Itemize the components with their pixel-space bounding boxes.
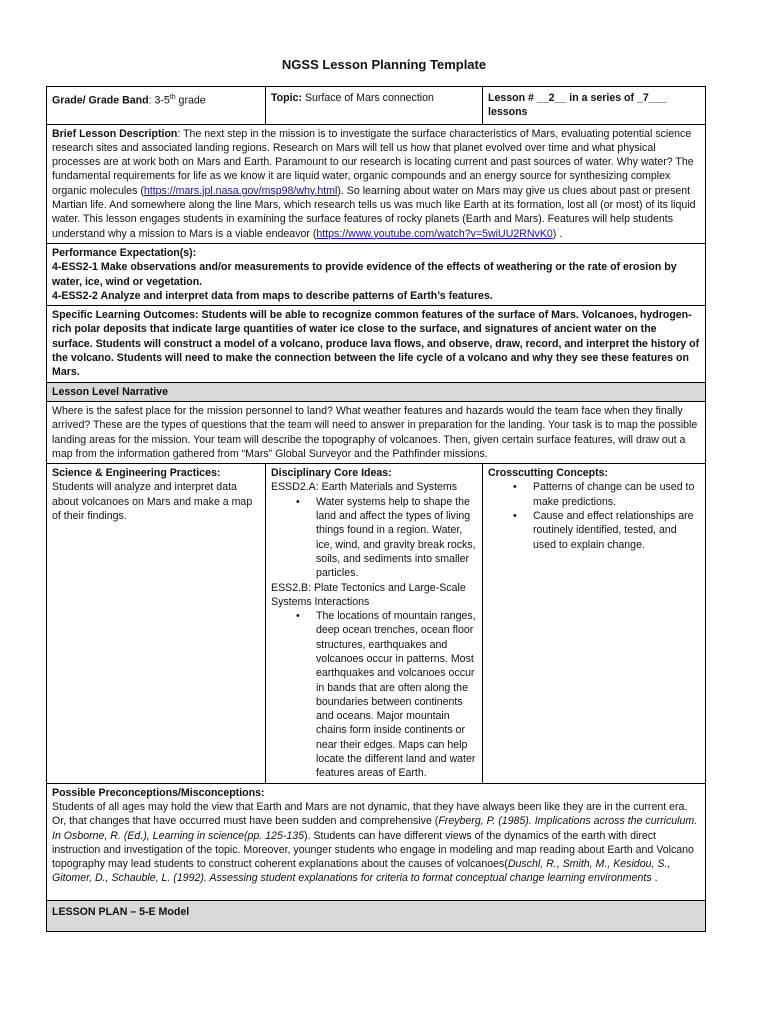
practices-label: Science & Engineering Practices: [52, 467, 221, 480]
brief-row [47, 124, 706, 243]
crosscutting-cell [483, 464, 706, 784]
practices-cell [47, 464, 266, 784]
core-ideas-heading-2: ESS2.B: Plate Tectonics and Large-Scale Systems Interactions [271, 581, 466, 608]
practices-text: Students will analyze and interpret data about volcanoes on Mars and make a map of their findings. [52, 481, 253, 523]
misconceptions-citation-2: Duschl, R., Smith, M., Kesidou, S., Gitomer, D., Schauble, L. (1992). Assessing student explanations for criteria to format conceptual change learning environments [52, 858, 671, 885]
page-title: NGSS Lesson Planning Template [281, 57, 487, 72]
core-ideas-list-1 [271, 495, 477, 581]
misconceptions-text-2: ). Students can have different views of the dynamics of the earth with direct instruction and investigation of the topic. Moreover, younger students who engage in modeling and map reading about Earth and Volcano topography may lead students to construct coherent explanations about the causes of volcanoes( [52, 829, 694, 871]
narrative-label-row [47, 382, 706, 401]
core-ideas-list-2 [271, 609, 477, 781]
grade-label: Grade/ Grade Band [52, 94, 149, 107]
lesson-prefix: Lesson # [488, 92, 537, 104]
core-ideas-cell [266, 464, 483, 784]
brief-text-1: : The next step in the mission is to investigate the surface characteristics of Mars, evaluating potential science research sites and associated landing regions. Research on Mars will tell us how that planet evolved over time and what physical processes are at work both on Mars and Earth. Paramount to our research is locating current and past sources of water. Why water? The fundamental requirements for life as we know it are liquid water, organic compounds and an energy source for synthesizing complex organic molecules ( [52, 127, 694, 197]
misconceptions-text-3: . [651, 872, 658, 885]
learning-outcomes-cell: Specific Learning Outcomes: Students will be able to recognize common features of the surface of Mars. Volcanoes, hydrogen-rich polar deposits that indicate large quantities of water ice close to the surface, and signatures of ancient water on the surface. Students will construct a model of a volcano, produce lava flows, and observe, draw, record, and interpret the history of the volcano. Students will need to make the connection between the life cycle of a volcano and why they see these features on Mars. [47, 306, 706, 382]
topic-value: Surface of Mars connection [302, 92, 434, 104]
lesson-number-cell [483, 87, 706, 125]
crosscutting-bullet: • Cause and effect relationships are routinely identified, tested, and used to explain change. [533, 509, 700, 552]
misconceptions-text-1: Students of all ages may hold the view that Earth and Mars are not dynamic, that they have always been like they are in the current era. Or, that changes that have occurred must have been sudden and comprehensive ( [52, 800, 688, 828]
performance-label: Performance Expectation(s): [52, 246, 197, 259]
lesson-mid: in a series of [566, 92, 637, 104]
brief-text-3: ) . [552, 227, 563, 240]
lesson-number: __2__ [536, 92, 567, 104]
outcomes-row [47, 306, 706, 382]
brief-text-2: ). So learning about water on Mars may give us clues about past or present Martian life. And somewhere along the line Mars, which research tells us was much like Earth at its formation, lost all (or most) of its liquid water. This lesson engages students in examining the surface features of rocky planets (Earth and Mars). Features will help students understand why a mission to Mars is a viable endeavor ( [52, 184, 696, 240]
brief-label: Brief Lesson Description [52, 127, 178, 140]
lesson-plan-label: LESSON PLAN – 5-E Model [47, 900, 706, 931]
crosscutting-bullet: • Patterns of change can be used to make predictions. [533, 480, 700, 509]
performance-row [47, 243, 706, 305]
misconceptions-label: Possible Preconceptions/Misconceptions: [52, 786, 265, 799]
mars-jpl-link[interactable]: https://mars.jpl.nasa.gov/msp98/why.html [143, 184, 338, 197]
brief-description-cell [47, 124, 706, 243]
misconceptions-cell [47, 783, 706, 900]
lesson-suffix: lessons [488, 106, 528, 119]
lesson-plan-table [46, 86, 706, 932]
topic-cell [266, 87, 483, 125]
narrative-row [47, 401, 706, 463]
topic-label: Topic: [271, 92, 302, 104]
narrative-text: Where is the safest place for the mission personnel to land? What weather features and hazards would the team face when they finally arrived? These are the types of questions that the team will need to answer in preparation for the landing. Your task is to map the possible landing areas for the mission. Your team will describe the topography of volcanoes. Then, given certain surface features, will draw out a map from the information gathered from “Mars” Global Surveyor and the Pathfinder missions. [47, 401, 706, 463]
performance-item-2: 4-ESS2-2 Analyze and interpret data from maps to describe patterns of Earth’s features. [52, 289, 493, 302]
core-ideas-heading-1: ESSD2.A: Earth Materials and Systems [271, 481, 458, 494]
lesson-plan-row [47, 900, 706, 931]
grade-base: : 3-5 [148, 94, 170, 107]
three-dimensions-row [47, 464, 706, 784]
youtube-link[interactable]: https://www.youtube.com/watch?v=5wiUU2RNvK0 [316, 227, 553, 240]
core-ideas-label: Disciplinary Core Ideas: [271, 467, 392, 480]
header-row [47, 87, 706, 125]
crosscutting-list [488, 480, 700, 551]
grade-suffix: grade [175, 94, 206, 107]
performance-cell [47, 243, 706, 305]
crosscutting-label: Crosscutting Concepts: [488, 467, 609, 480]
misconceptions-citation-1: Freyberg, P. (1985). Implications across the curriculum. In Osborne, R. (Ed.), Learning in science(pp. 125-135 [52, 815, 698, 842]
narrative-label: Lesson Level Narrative [47, 382, 706, 401]
misconceptions-row [47, 783, 706, 900]
performance-item-1: 4-ESS2-1 Make observations and/or measurements to provide evidence of the effects of weathering or the rate of erosion by water, ice, wind or vegetation. [52, 261, 677, 288]
grade-sup: th [169, 94, 176, 101]
grade-cell [47, 87, 266, 125]
core-ideas-bullet: • Water systems help to shape the land and affect the types of living things found in a region. Water, ice, wind, and gravity break rocks, soils, and sediments into smaller particles. [316, 495, 477, 581]
core-ideas-bullet: • The locations of mountain ranges, deep ocean trenches, ocean floor structures, earthquakes and volcanoes occur in patterns. Most earthquakes and volcanoes occur in bands that are often along the boundaries between continents and oceans. Major mountain chains form inside continents or near their edges. Maps can help locate the different land and water features areas of Earth. [316, 609, 477, 781]
lesson-total: _7___ [637, 92, 667, 104]
